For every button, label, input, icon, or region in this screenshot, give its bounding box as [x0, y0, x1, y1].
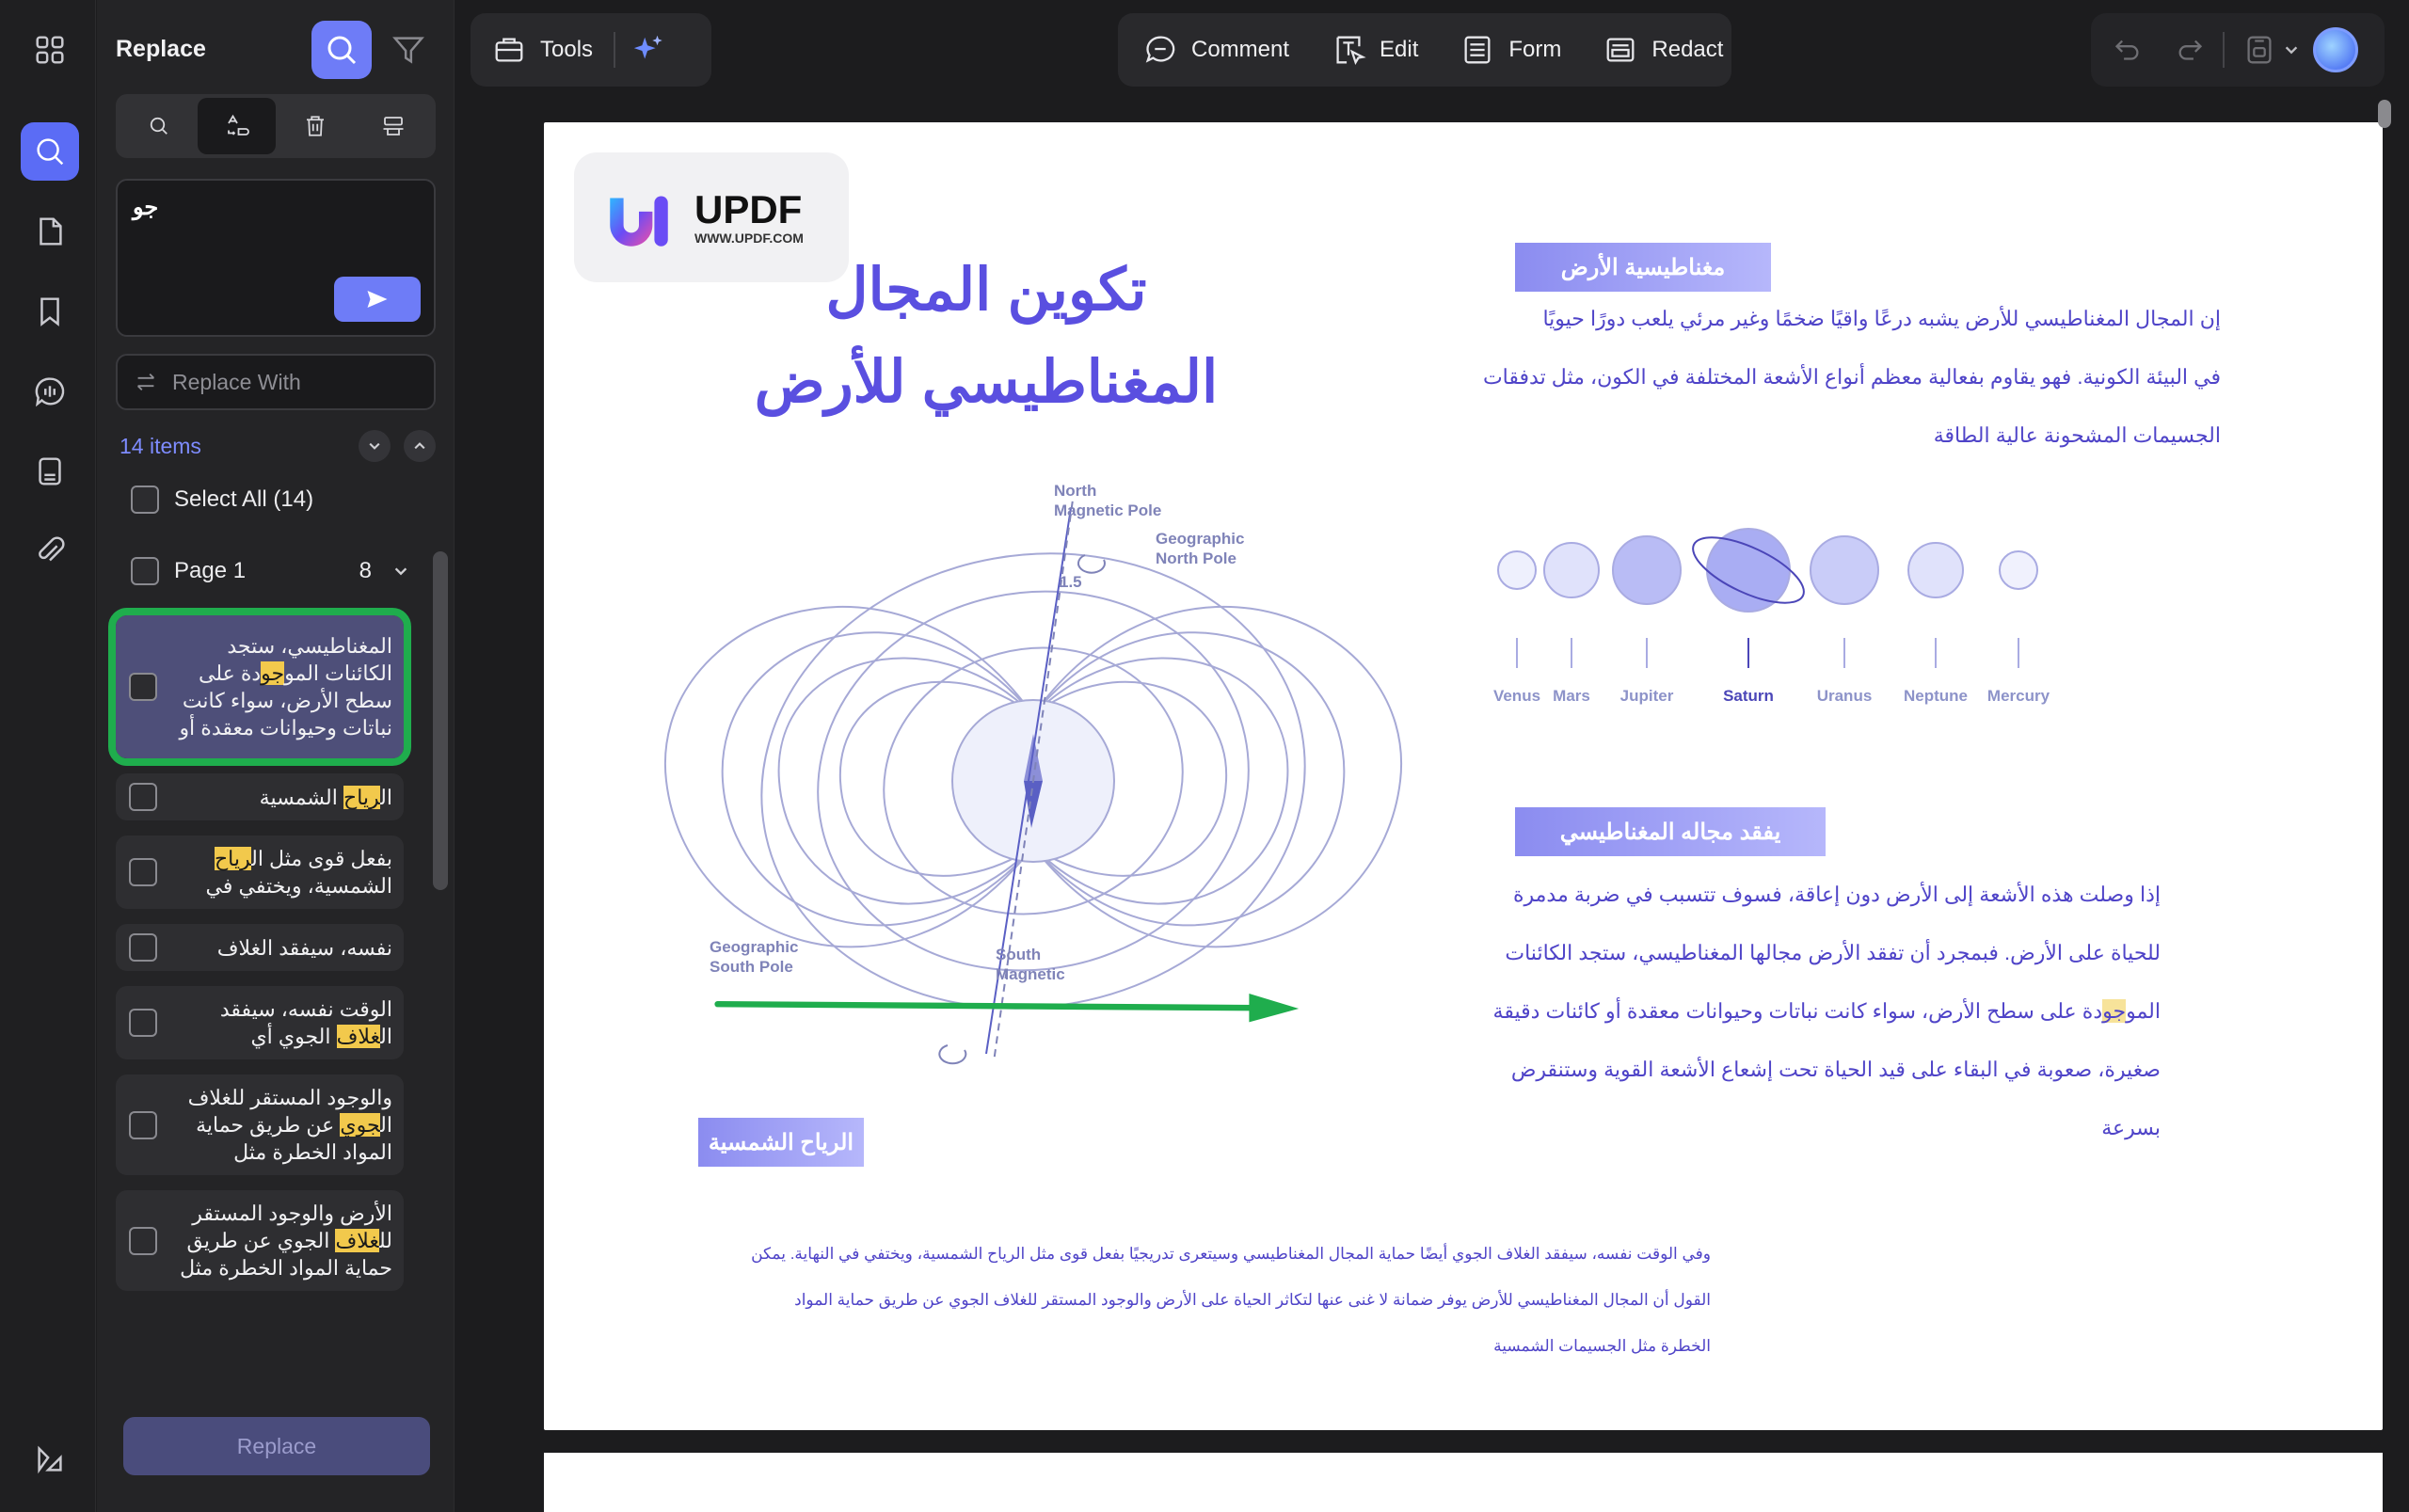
page-icon[interactable]	[21, 202, 79, 261]
bookmark-icon[interactable]	[21, 282, 79, 341]
find-submit-button[interactable]	[334, 277, 421, 322]
planet-label: Saturn	[1723, 687, 1774, 705]
paragraph-line: بسرعة	[2101, 1116, 2161, 1139]
profile-avatar[interactable]	[2313, 27, 2358, 72]
replace-with-input[interactable]	[116, 354, 436, 410]
snippet-text: ال	[380, 785, 392, 809]
result-snippet	[170, 995, 392, 1050]
chevron-down-icon[interactable]	[392, 563, 409, 580]
search-result-item[interactable]	[116, 773, 404, 820]
planet-label: Mercury	[1986, 687, 2050, 705]
form-button[interactable]	[1439, 32, 1582, 68]
search-icon	[323, 31, 360, 69]
snippet-text: الوقت نفسه، سيفقد ال	[219, 997, 392, 1048]
chevron-down-icon[interactable]	[2283, 41, 2300, 58]
paragraph-line: في البيئة الكونية. فهو يقاوم بفعالية معظم أنواع الأشعة المختلفة في الكون، مثل تدفقات	[1482, 365, 2221, 389]
solar-wind-paragraph	[657, 1231, 1711, 1369]
paragraph-line: الجسيمات المشحونة عالية الطاقة	[1933, 423, 2221, 447]
logo-name: UPDF	[694, 187, 803, 231]
planet-label: Uranus	[1816, 687, 1873, 705]
find-text-value: جو	[133, 195, 159, 220]
search-result-item[interactable]	[116, 1190, 404, 1291]
paragraph-line-with-match	[1391, 982, 2161, 1041]
snippet-text: الجوي عن طريق حماية المواد الخطرة مثل	[180, 1229, 392, 1280]
result-snippet	[170, 784, 392, 811]
attachment-icon[interactable]	[21, 522, 79, 581]
document-scrollbar[interactable]	[2378, 100, 2391, 128]
match-highlight: غلاف	[335, 1229, 379, 1252]
result-snippet	[170, 632, 392, 741]
page-checkbox[interactable]	[131, 557, 159, 585]
south-magnetic-pole-label: South Magnetic	[996, 946, 1065, 983]
filter-icon	[391, 32, 426, 68]
annotation-arrow	[647, 986, 1372, 1024]
logo-url: WWW.UPDF.COM	[694, 231, 804, 246]
toolbox-icon	[491, 32, 527, 68]
select-all-row[interactable]	[131, 485, 313, 514]
snippet-text: والوجود المستقر للغلاف ال	[187, 1086, 392, 1137]
pdf-page-2	[544, 1453, 2383, 1512]
page-group-row[interactable]	[131, 557, 409, 585]
search-icon[interactable]	[21, 122, 79, 181]
undo-button[interactable]	[2091, 32, 2161, 68]
text-before-match: المو	[2126, 999, 2161, 1023]
select-all-label: Select All (14)	[174, 486, 314, 512]
apps-grid-icon[interactable]	[21, 21, 79, 79]
loss-of-field-heading: يفقد مجاله المغناطيسي	[1515, 807, 1826, 856]
form-label: Form	[1508, 37, 1562, 62]
form-icon	[1460, 32, 1495, 68]
ai-sparkle-icon	[630, 32, 666, 68]
save-button[interactable]	[2225, 32, 2283, 68]
filter-button[interactable]	[385, 26, 432, 73]
north-magnetic-pole-label: North Magnetic Pole	[1054, 482, 1162, 519]
redact-label: Redact	[1651, 37, 1724, 62]
tools-group	[471, 13, 711, 87]
earth-magnetism-heading: مغناطيسية الأرض	[1515, 243, 1771, 292]
text-after-match: دة على سطح الأرض، سواء كانت نباتات وحيوانات معقدة أو كائنات دقيقة	[1492, 999, 2103, 1023]
document-title	[657, 245, 1316, 429]
search-result-item[interactable]	[116, 1074, 404, 1175]
ai-chat-icon[interactable]	[21, 362, 79, 421]
search-result-item[interactable]	[116, 615, 404, 758]
earth-magnetism-paragraph	[1391, 290, 2221, 465]
planet-label: Venus	[1492, 687, 1541, 705]
planet-label: Jupiter	[1619, 687, 1674, 705]
match-highlight: جو	[261, 661, 285, 685]
snippet-text: دة على سطح الأرض، سواء كانت نباتات وحيوانات معقدة أو	[179, 661, 392, 740]
paragraph-line: إذا وصلت هذه الأشعة إلى الأرض دون إعاقة، فسوف تتسبب في ضربة مدمرة	[1512, 883, 2161, 906]
paragraph-line: للحياة على الأرض. فبمجرد أن تفقد الأرض مجالها المغناطيسي، ستجد الكائنات	[1505, 941, 2161, 964]
edit-label: Edit	[1380, 37, 1419, 62]
result-snippet	[170, 1084, 392, 1166]
redact-icon	[1603, 32, 1638, 68]
find-text-area[interactable]	[116, 179, 436, 337]
next-result-button[interactable]	[359, 430, 391, 462]
paragraph-line: القول أن المجال المغناطيسي للأرض يوفر ضمانة لا غنى عنها لتكاثر الحياة على الأرض والوجود المستقر للغلاف الجوي عن طريق حماية المواد	[794, 1291, 1711, 1309]
solar-wind-heading: الرياح الشمسية	[698, 1118, 864, 1167]
tilt-angle-label: 1.5	[1060, 573, 1082, 591]
search-icon	[145, 112, 173, 140]
result-snippet	[170, 934, 392, 962]
result-checkbox[interactable]	[129, 673, 157, 701]
panel-title: Replace	[116, 36, 206, 62]
save-icon	[2241, 32, 2277, 68]
redo-icon	[2174, 32, 2210, 68]
search-toggle-button[interactable]	[311, 21, 372, 79]
search-result-item[interactable]	[116, 924, 404, 971]
redact-button[interactable]	[1582, 32, 1744, 68]
title-line-2: المغناطيسي للأرض	[754, 350, 1219, 415]
snippet-text: بفعل قوى مثل ال	[251, 847, 392, 870]
chevron-down-icon	[367, 438, 382, 454]
results-scrollbar[interactable]	[433, 551, 448, 890]
result-checkbox[interactable]	[129, 1111, 157, 1139]
pdf-page-1	[544, 122, 2383, 1430]
search-result-item[interactable]	[116, 836, 404, 909]
document-viewport	[455, 92, 2409, 1512]
match-highlight: جوي	[340, 1113, 381, 1137]
snippet-text: نفسه، سيفقد الغلاف	[216, 935, 392, 960]
mode-segmented-control	[116, 94, 436, 158]
loss-of-field-paragraph	[1391, 866, 2161, 1157]
replace-icon	[223, 112, 251, 140]
replace-button[interactable]: Replace	[123, 1417, 430, 1475]
top-toolbar	[455, 0, 2409, 92]
search-result-item[interactable]	[116, 986, 404, 1059]
result-checkbox[interactable]	[129, 1227, 157, 1255]
result-checkbox[interactable]	[129, 1009, 157, 1037]
tools-label: Tools	[540, 37, 594, 62]
results-count: 14 items	[120, 433, 201, 458]
edit-icon	[1331, 32, 1366, 68]
history-group	[2091, 13, 2385, 87]
document-icon[interactable]	[21, 442, 79, 501]
delete-mode-tab[interactable]	[276, 98, 354, 154]
replace-panel	[97, 0, 455, 1512]
paragraph-line: وفي الوقت نفسه، سيفقد الغلاف الجوي أيضًا حماية المجال المغناطيسي وسيتعرى تدريجيًا بفعل قوى مثل الرياح الشمسية، ويختفي في النهاية. يمكن	[751, 1245, 1711, 1263]
snippet-text: المغناطيسي، ستجد الكائنات المو	[227, 634, 392, 685]
comment-label: Comment	[1191, 37, 1290, 62]
snippet-text: الجوي أي	[250, 1025, 337, 1048]
redo-button[interactable]	[2161, 32, 2223, 68]
geographic-south-pole-label: Geographic South Pole	[710, 938, 799, 976]
title-line-1: تكوين المجال	[825, 258, 1147, 323]
select-all-checkbox[interactable]	[131, 485, 159, 514]
redact-mode-tab[interactable]	[354, 98, 432, 154]
snippet-text: الشمسية، ويختفي في	[205, 874, 392, 898]
snippet-text: عن طريق حماية المواد الخطرة مثل	[196, 1113, 392, 1164]
result-snippet	[170, 845, 392, 899]
search-match-highlight[interactable]: جو	[2102, 999, 2127, 1023]
results-header	[120, 431, 436, 461]
layers-icon[interactable]	[21, 1430, 79, 1488]
planet-label: Neptune	[1904, 687, 1968, 705]
comment-icon	[1142, 32, 1178, 68]
result-checkbox[interactable]	[129, 933, 157, 962]
previous-result-button[interactable]	[404, 430, 436, 462]
page-label: Page 1	[174, 558, 247, 583]
results-list	[116, 615, 409, 1306]
swap-icon	[133, 369, 159, 395]
result-checkbox[interactable]	[129, 783, 157, 811]
edit-button[interactable]	[1310, 32, 1439, 68]
match-highlight: غلاف	[336, 1025, 381, 1048]
paragraph-line: الخطرة مثل الجسيمات الشمسية	[1493, 1337, 1711, 1355]
ai-sparkle-button[interactable]	[615, 32, 681, 68]
match-highlight: رياح	[343, 785, 381, 809]
tools-button[interactable]	[471, 32, 614, 68]
trash-icon	[301, 112, 329, 140]
redact-icon	[379, 112, 407, 140]
chevron-up-icon	[412, 438, 427, 454]
left-rail	[0, 0, 96, 1512]
replace-with-placeholder: Replace With	[172, 369, 301, 394]
planets-illustration	[1476, 527, 2285, 715]
geographic-north-pole-label: Geographic North Pole	[1156, 530, 1245, 567]
result-checkbox[interactable]	[129, 858, 157, 886]
snippet-text: الأرض والوجود المستقر لل	[192, 1202, 392, 1252]
snippet-text: الشمسية	[259, 785, 343, 809]
result-snippet	[170, 1200, 392, 1281]
find-mode-tab[interactable]	[120, 98, 198, 154]
paragraph-line: صغيرة، صعوبة في البقاء على قيد الحياة تحت إشعاع الأشعة القوية وستنقرض	[1510, 1058, 2161, 1081]
page-match-count: 8	[359, 558, 372, 583]
send-arrow-icon	[363, 285, 391, 313]
paragraph-line: إن المجال المغناطيسي للأرض يشبه درعًا واقيًا ضخمًا وغير مرئي يلعب دورًا حيويًا	[1542, 307, 2221, 330]
undo-icon	[2108, 32, 2144, 68]
comment-button[interactable]	[1122, 32, 1310, 68]
match-highlight: رياح	[214, 847, 252, 870]
planet-label: Mars	[1553, 687, 1590, 705]
replace-mode-tab[interactable]	[198, 98, 276, 154]
edit-modes-group	[1118, 13, 1731, 87]
